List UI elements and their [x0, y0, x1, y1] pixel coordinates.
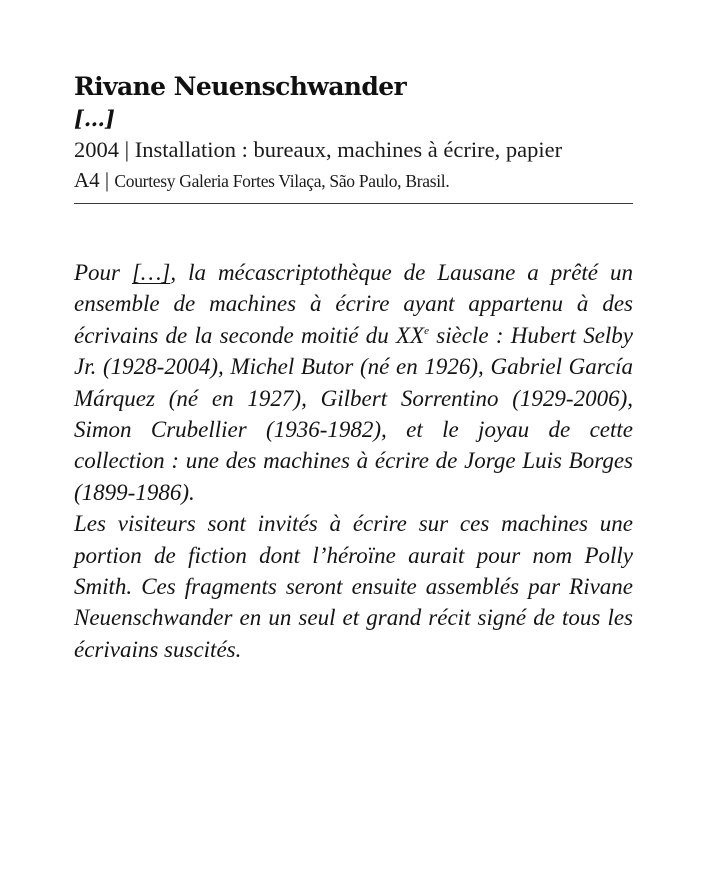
- description-paragraph-2: Les visiteurs sont invités à écrire sur ces machines une portion de fiction dont l’héroïne aurait pour nom Polly Smith. Ces fragments seront ensuite assemblés par Rivane Neuenschwander en un seul et grand récit signé de tous les écrivains suscités.: [74, 511, 633, 662]
- work-title: […]: [74, 106, 115, 131]
- separator: |: [99, 168, 115, 192]
- separator: |: [119, 137, 135, 162]
- work-size: A4: [74, 168, 100, 192]
- paragraph-text: Pour: [74, 260, 132, 285]
- work-year: 2004: [74, 137, 119, 162]
- paragraph-text: , la mécascriptothèque de Lausane a prêté un ensemble de machines à écrire ayant appartenu à des écrivains de la seconde moitié du XX: [74, 260, 634, 348]
- description: [74, 257, 633, 665]
- header-divider: [74, 203, 633, 204]
- description-paragraph-1: [74, 257, 633, 508]
- work-title-link[interactable]: […]: [131, 260, 171, 285]
- artist-name: Rivane Neuenschwander: [74, 72, 407, 101]
- paragraph-text: siècle : Hubert Selby Jr. (1928-2004), Michel Butor (né en 1926), Gabriel García Márquez (né en 1927), Gilbert Sorrentino (1929-2006), Simon Crubellier (1936-1982), et le joyau de cette collection : une des machines à écrire de Jorge Luis Borges (1899-1986).: [74, 322, 634, 505]
- work-medium: Installation : bureaux, machines à écrire, papier: [134, 137, 563, 162]
- work-credit-line: [74, 165, 634, 196]
- courtesy-credit: Courtesy Galeria Fortes Vilaça, São Paulo, Brasil.: [114, 171, 450, 191]
- work-details: [74, 134, 634, 165]
- century-superscript: e: [424, 324, 429, 337]
- artwork-label: [74, 70, 634, 196]
